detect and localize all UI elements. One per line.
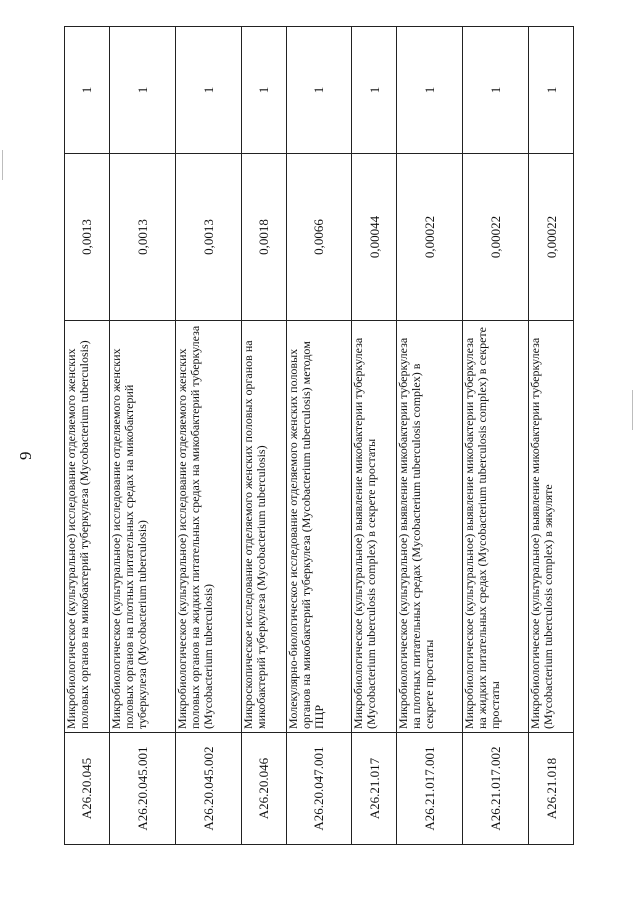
frequency-cell: 0,00022 <box>397 154 463 321</box>
table-row <box>286 27 352 845</box>
frequency-cell: 0,00022 <box>463 154 529 321</box>
frequency-cell: 0,0066 <box>286 154 352 321</box>
code-cell: A26.20.045.001 <box>109 733 175 845</box>
name-cell: Микробиологическое (культуральное) исследование отделяемого женских половых органов на микобактерий туберкулеза (Mycobacterium tuberculosis) <box>65 321 110 733</box>
frequency-cell: 0,00022 <box>529 154 574 321</box>
name-cell: Микробиологическое (культуральное) исследование отделяемого женских половых органов на жидких питательных средах на микобактерий туберкулеза (Mycobacterium tuberculosis) <box>175 321 241 733</box>
table-body <box>65 27 574 845</box>
multiplicity-cell: 1 <box>286 27 352 154</box>
name-cell: Микробиологическое (культуральное) выявление микобактерии туберкулеза на плотных питательных средах (Mycobacterium tuberculosis complex) в секрете простаты <box>397 321 463 733</box>
table-row <box>241 27 286 845</box>
multiplicity-cell: 1 <box>109 27 175 154</box>
code-cell: A26.21.018 <box>529 733 574 845</box>
table-row <box>175 27 241 845</box>
code-cell: A26.20.046 <box>241 733 286 845</box>
table-row <box>65 27 110 845</box>
frequency-cell: 0,0013 <box>175 154 241 321</box>
name-cell: Молекулярно-биологическое исследование отделяемого женских половых органов на микобактерий туберкулеза (Mycobacterium tuberculosis) методом ПЦР <box>286 321 352 733</box>
frequency-cell: 0,00044 <box>352 154 397 321</box>
multiplicity-cell: 1 <box>529 27 574 154</box>
multiplicity-cell: 1 <box>65 27 110 154</box>
services-table <box>64 26 574 845</box>
name-cell: Микроскопическое исследование отделяемого женских половых органов на микобактерий туберкулеза (Mycobacterium tuberculosis) <box>241 321 286 733</box>
table-row <box>109 27 175 845</box>
name-cell: Микробиологическое (культуральное) исследование отделяемого женских половых органов на плотных питательных средах на микобактерий туберкулеза (Mycobacterium tuberculosis) <box>109 321 175 733</box>
multiplicity-cell: 1 <box>241 27 286 154</box>
table-row <box>397 27 463 845</box>
code-cell: A26.20.047.001 <box>286 733 352 845</box>
table-row <box>463 27 529 845</box>
multiplicity-cell: 1 <box>175 27 241 154</box>
table-row <box>529 27 574 845</box>
multiplicity-cell: 1 <box>397 27 463 154</box>
scan-edge-mark-left <box>2 150 3 180</box>
name-cell: Микробиологическое (культуральное) выявление микобактерии туберкулеза (Mycobacterium tuberculosis complex) в секрете простаты <box>352 321 397 733</box>
frequency-cell: 0,0013 <box>65 154 110 321</box>
code-cell: A26.20.045 <box>65 733 110 845</box>
frequency-cell: 0,0013 <box>109 154 175 321</box>
scan-edge-mark-right <box>632 390 633 430</box>
name-cell: Микробиологическое (культуральное) выявление микобактерии туберкулеза (Mycobacterium tuberculosis complex) в эякуляте <box>529 321 574 733</box>
table-row <box>352 27 397 845</box>
name-cell: Микробиологическое (культуральное) выявление микобактерии туберкулеза на жидких питательных средах (Mycobacterium tuberculosis complex) в секрете простаты <box>463 321 529 733</box>
code-cell: A26.21.017.002 <box>463 733 529 845</box>
code-cell: A26.20.045.002 <box>175 733 241 845</box>
rotated-page <box>16 55 574 845</box>
page-number: 9 <box>16 451 35 460</box>
code-cell: A26.21.017.001 <box>397 733 463 845</box>
multiplicity-cell: 1 <box>352 27 397 154</box>
frequency-cell: 0,0018 <box>241 154 286 321</box>
code-cell: A26.21.017 <box>352 733 397 845</box>
multiplicity-cell: 1 <box>463 27 529 154</box>
